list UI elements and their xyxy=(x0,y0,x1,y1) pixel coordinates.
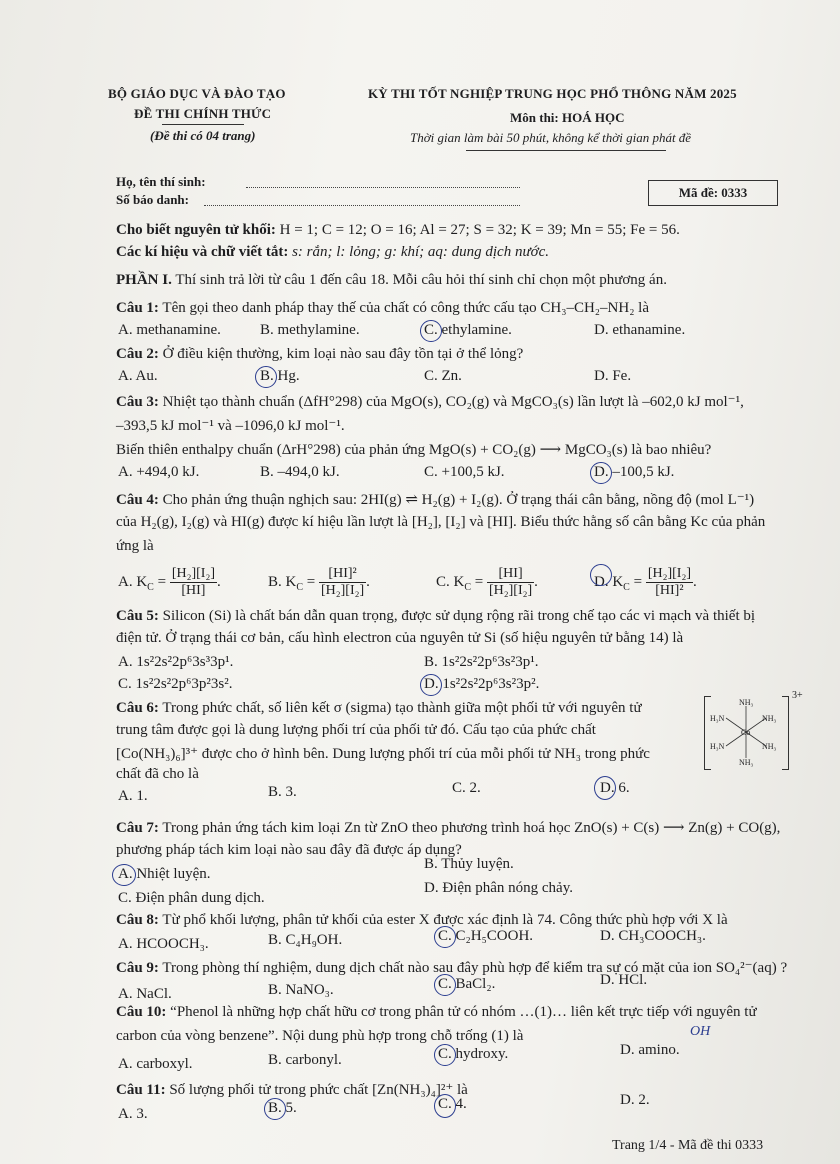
q4-a-numerator: [H₂][I₂] xyxy=(171,566,215,581)
q2-number: Câu 2: xyxy=(116,346,159,362)
q4-option-c: C. $K_C$ = $\frac{[HI]}{\text{[H₂][I₂]}}$ . xyxy=(436,566,538,598)
q2-option-b: B. Hg. xyxy=(260,368,300,384)
q4-c-kc-sub: C xyxy=(464,581,472,593)
q5-option-a: A. 1s²2s²2p⁶3s³3p¹. xyxy=(118,654,234,670)
q10-option-a: A. carboxyl. xyxy=(118,1056,193,1072)
q3-pen-mark xyxy=(590,462,612,484)
q3-stem-3: Biến thiên enthalpy chuẩn (ΔrH°298) của phản ứng MgO(s) + CO₂(g) ⟶ MgCO₃(s) là bao nhiêu? xyxy=(116,442,712,458)
ligand-upper-right: NH₃ xyxy=(762,714,777,723)
q4-option-a: A. $K_C$ = $\frac{\text{[H₂][I₂]}}{[HI]}$ . xyxy=(118,566,221,598)
official-label: ĐỀ THI CHÍNH THỨC xyxy=(134,106,272,121)
page-footer: Trang 1/4 - Mã đề thi 0333 xyxy=(612,1138,764,1153)
q10-stem-2: carbon của vòng benzene”. Nội dung phù hợp trong chỗ trống (1) là xyxy=(116,1028,524,1044)
q7-option-d: D. Điện phân nóng chảy. xyxy=(424,880,573,896)
part1-label: PHẦN I. xyxy=(116,272,172,288)
q4-a-denominator: [HI] xyxy=(181,583,206,598)
q4-b-numerator: [HI]² xyxy=(319,566,366,583)
abbrev-line xyxy=(116,244,549,261)
q5-stem-2: điện tử. Ở trạng thái cơ bản, cấu hình electron của nguyên tử Si (số hiệu nguyên tử bằng 14) là xyxy=(116,630,684,646)
q5-stem-1 xyxy=(116,608,755,625)
q2-option-c: C. Zn. xyxy=(424,368,462,384)
atomic-mass-line xyxy=(116,222,680,239)
q10-option-c: C. hydroxy. xyxy=(438,1046,509,1062)
name-blank xyxy=(246,186,520,188)
q2-stem xyxy=(116,346,523,363)
q4-stem-3: ứng là xyxy=(116,538,154,554)
q11-pen-mark-b xyxy=(264,1098,286,1120)
q4-a-kc-sub: C xyxy=(147,581,154,593)
q5-pen-mark xyxy=(420,674,442,696)
q6-number: Câu 6: xyxy=(116,700,159,716)
q8-option-b: B. C₄H₉OH. xyxy=(268,932,343,948)
q1-option-b: B. methylamine. xyxy=(260,322,360,338)
q3-number: Câu 3: xyxy=(116,394,159,410)
q4-c-label: C. K xyxy=(436,573,465,590)
q4-d-numerator: [H₂][I₂] xyxy=(647,566,691,581)
q6-option-d: D. 6. xyxy=(600,780,630,796)
q4-c-denominator: [H₂][I₂] xyxy=(488,583,533,598)
handwritten-oh-note: OH xyxy=(690,1024,711,1039)
q8-option-a: A. HCOOCH₃. xyxy=(118,936,209,952)
q8-pen-mark xyxy=(434,926,456,948)
q4-d-label: D. K xyxy=(594,573,624,590)
q1-number: Câu 1: xyxy=(116,300,159,316)
q4-pen-mark xyxy=(590,564,612,586)
part1-text: Thí sinh trả lời từ câu 1 đến câu 18. Mỗi câu hỏi thí sinh chỉ chọn một phương án. xyxy=(175,272,667,288)
id-label: Số báo danh: xyxy=(116,192,189,207)
q6-option-c: C. 2. xyxy=(452,780,481,796)
q9-option-b: B. NaNO₃. xyxy=(268,982,334,998)
q9-option-d: D. HCl. xyxy=(600,972,648,988)
q10-option-b: B. carbonyl. xyxy=(268,1052,342,1068)
q4-option-d: D. $K_C$ = $\frac{\text{[H₂][I₂]}}{\text{[HI]²}}$ . xyxy=(594,566,697,598)
q9-stem xyxy=(116,958,787,977)
ligand-lower-left: H₃N xyxy=(710,742,725,751)
q7-number: Câu 7: xyxy=(116,820,159,836)
q8-number: Câu 8: xyxy=(116,912,159,928)
q8-option-d: D. CH₃COOCH₃. xyxy=(600,928,706,944)
q11-option-c: C. 4. xyxy=(438,1096,467,1112)
q4-option-b: B. $K_C$ = $\frac{\text{[HI]²}}{\text{[H₂][I₂]}}$ . xyxy=(268,566,370,598)
exam-title: KỲ THI TỐT NGHIỆP TRUNG HỌC PHỔ THÔNG NĂM 2025 xyxy=(368,86,737,101)
q11-option-b: B. 5. xyxy=(268,1100,297,1116)
q6-text-1: Trong phức chất, số liên kết σ (sigma) tạo thành giữa một phối tử với nguyên tử xyxy=(162,700,642,716)
q7-stem-2: phương pháp tách kim loại nào sau đây đã được áp dụng? xyxy=(116,842,462,858)
pages-note: (Đề thi có 04 trang) xyxy=(150,128,256,143)
q9-number: Câu 9: xyxy=(116,960,159,976)
atomic-mass-label: Cho biết nguyên tử khối: xyxy=(116,222,276,238)
q5-number: Câu 5: xyxy=(116,608,159,624)
part1-line xyxy=(116,272,667,289)
exam-code-box: Mã đề: 0333 xyxy=(648,180,778,206)
official-underline xyxy=(162,124,244,125)
q1-pen-mark xyxy=(420,320,442,342)
q5-option-b: B. 1s²2s²2p⁶3s²3p¹. xyxy=(424,654,539,670)
q3-stem-2: –393,5 kJ mol⁻¹ và –1096,0 kJ mol⁻¹. xyxy=(116,418,345,434)
q6-stem-2: trung tâm được gọi là dung lượng phối trí của phối tử đó. Cấu tạo của phức chất xyxy=(116,722,596,738)
id-blank xyxy=(204,204,520,206)
ministry-name: BỘ GIÁO DỤC VÀ ĐÀO TẠO xyxy=(108,86,286,101)
q10-stem-1 xyxy=(116,1004,757,1021)
complex-right-bracket xyxy=(782,696,789,770)
q10-text-1: “Phenol là những hợp chất hữu cơ trong phân tử có nhóm …(1)… liên kết trực tiếp với nguyên tử xyxy=(170,1004,757,1020)
q4-number: Câu 4: xyxy=(116,492,159,508)
ligand-upper-left: H₃N xyxy=(710,714,725,723)
q1-stem xyxy=(116,300,649,317)
q6-stem-1 xyxy=(116,700,642,717)
q6-stem-4: chất đã cho là xyxy=(116,766,199,782)
q7-option-c: C. Điện phân dung dịch. xyxy=(118,890,265,906)
q10-pen-mark xyxy=(434,1044,456,1066)
q9-option-a: A. NaCl. xyxy=(118,986,172,1002)
q4-a-label: A. K xyxy=(118,573,148,590)
q6-option-a: A. 1. xyxy=(118,788,148,804)
q11-number: Câu 11: xyxy=(116,1082,166,1098)
q5-option-c: C. 1s²2s²2p⁶3p²3s². xyxy=(118,676,233,692)
q4-text-1: Cho phản ứng thuận nghịch sau: 2HI(g) ⇌ H₂(g) + I₂(g). Ở trạng thái cân bằng, nồng độ (mol L⁻¹) xyxy=(162,492,755,508)
q6-stem-3: [Co(NH₃)₆]³⁺ được cho ở hình bên. Dung lượng phối trí của mỗi phối tử NH₃ trong phức xyxy=(116,746,650,762)
q2-pen-mark xyxy=(255,366,277,388)
q8-text: Từ phổ khối lượng, phân tử khối của ester X được xác định là 74. Công thức phù hợp với X là xyxy=(162,912,728,928)
subject-line: Môn thi: HOÁ HỌC xyxy=(510,110,625,125)
ligand-lower-right: NH₃ xyxy=(762,742,777,751)
q8-stem xyxy=(116,912,728,929)
ligand-bottom: NH₃ xyxy=(739,758,754,767)
time-note: Thời gian làm bài 50 phút, không kể thời gian phát đề xyxy=(410,130,692,145)
q4-stem-2: của H₂(g), I₂(g) và HI(g) được kí hiệu lần lượt là [H₂], [I₂] và [HI]. Biểu thức hằng số cân bằng Kc của phản xyxy=(116,514,766,530)
complex-charge: 3+ xyxy=(792,690,803,701)
q3-option-c: C. +100,5 kJ. xyxy=(424,464,505,480)
q11-option-d: D. 2. xyxy=(620,1092,650,1108)
q10-option-d: D. amino. xyxy=(620,1042,680,1058)
q11-stem xyxy=(116,1080,468,1099)
q5-option-d: D. 1s²2s²2p⁶3s²3p². xyxy=(424,676,540,692)
q1-option-c: C. ethylamine. xyxy=(424,322,512,338)
q4-d-denominator: [HI]² xyxy=(655,583,684,598)
q1-option-a: A. methanamine. xyxy=(118,322,221,338)
cobalt-center: Co xyxy=(741,728,751,737)
q4-c-numerator: [HI] xyxy=(487,566,534,583)
q3-stem-1 xyxy=(116,392,744,411)
q1-text: Tên gọi theo danh pháp thay thế của chất có công thức cấu tạo CH₃–CH₂–NH₂ là xyxy=(162,300,649,316)
q7-pen-mark xyxy=(112,864,136,886)
q4-b-label: B. K xyxy=(268,573,297,590)
title-underline xyxy=(466,150,666,151)
q2-option-d: D. Fe. xyxy=(594,368,632,384)
q2-option-a: A. Au. xyxy=(118,368,158,384)
q7-option-b: B. Thủy luyện. xyxy=(424,856,514,872)
q10-number: Câu 10: xyxy=(116,1004,167,1020)
q9-text: Trong phòng thí nghiệm, dung dịch chất nào sau đây phù hợp để kiểm tra sự có mặt của ion SO₄²⁻(aq) ? xyxy=(162,960,788,976)
ligand-top: NH₃ xyxy=(739,698,754,707)
q6-option-b: B. 3. xyxy=(268,784,297,800)
q3-text-1: Nhiệt tạo thành chuẩn (ΔfH°298) của MgO(s), CO₂(g) và MgCO₃(s) lần lượt là –602,0 kJ mol⁻¹, xyxy=(162,394,744,410)
q9-option-c: C. BaCl₂. xyxy=(438,976,496,992)
q7-option-a: A. Nhiệt luyện. xyxy=(118,866,211,882)
q8-option-c: C. C₂H₅COOH. xyxy=(438,928,534,944)
abbrev-label: Các kí hiệu và chữ viết tắt: xyxy=(116,244,289,260)
q3-option-d: D. –100,5 kJ. xyxy=(594,464,675,480)
q7-text-1: Trong phản ứng tách kim loại Zn từ ZnO theo phương trình hoá học ZnO(s) + C(s) ⟶ Zn(g) + CO(g), xyxy=(162,820,781,836)
q3-option-a: A. +494,0 kJ. xyxy=(118,464,200,480)
q4-stem-1 xyxy=(116,490,754,509)
cobalt-complex-figure xyxy=(704,690,804,772)
q3-option-b: B. –494,0 kJ. xyxy=(260,464,340,480)
q4-d-kc-sub: C xyxy=(623,581,630,593)
q6-pen-mark xyxy=(594,776,616,800)
q7-stem-1 xyxy=(116,818,780,837)
q5-text-1: Silicon (Si) là chất bán dẫn quan trọng, được sử dụng rộng rãi trong chế tạo các vi mạch và thiết bị xyxy=(162,608,756,624)
abbrev-values: s: rắn; l: lỏng; g: khí; aq: dung dịch nước. xyxy=(292,244,550,260)
q11-option-a: A. 3. xyxy=(118,1106,148,1122)
name-label: Họ, tên thí sinh: xyxy=(116,174,206,189)
q11-text: Số lượng phối tử trong phức chất [Zn(NH₃)₄]²⁺ là xyxy=(169,1082,468,1098)
q9-pen-mark xyxy=(434,974,456,996)
q11-pen-mark xyxy=(434,1094,456,1118)
q4-b-denominator: [H₂][I₂] xyxy=(320,583,365,598)
q2-text: Ở điều kiện thường, kim loại nào sau đây tồn tại ở thể lỏng? xyxy=(162,346,524,362)
atomic-mass-values: H = 1; C = 12; O = 16; Al = 27; S = 32; K = 39; Mn = 55; Fe = 56. xyxy=(279,222,680,238)
q1-option-d: D. ethanamine. xyxy=(594,322,686,338)
q4-b-kc-sub: C xyxy=(296,581,304,593)
